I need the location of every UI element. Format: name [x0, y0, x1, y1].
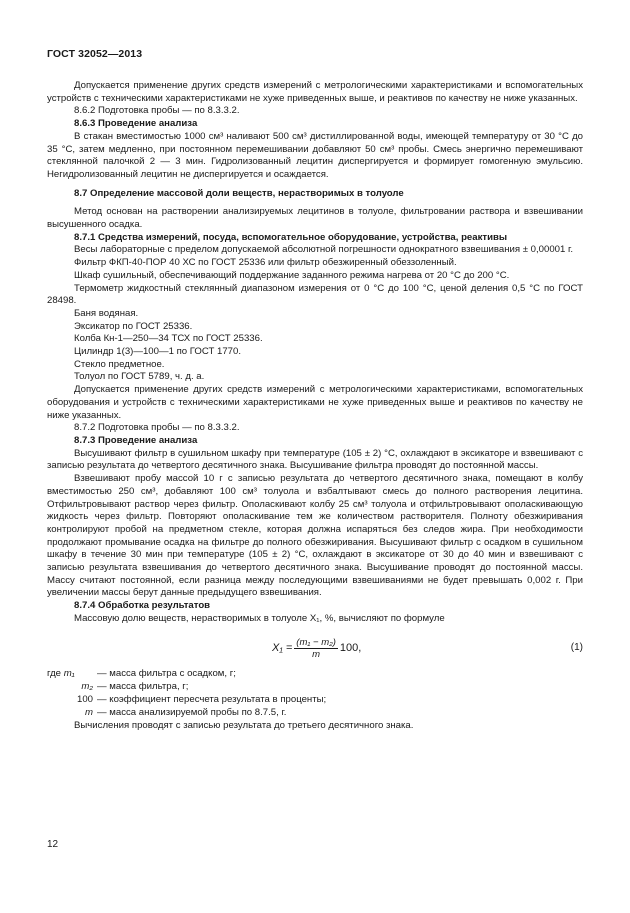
formula-rhs: 100, [339, 641, 362, 654]
section-8-7-heading: 8.7 Определение массовой доли веществ, нерастворимых в толуоле [74, 187, 404, 199]
section-8-7-2: 8.7.2 Подготовка пробы — по 8.3.3.2. [74, 422, 240, 434]
paragraph-final: Вычисления проводят с записью результата до третьего десятичного знака. [74, 719, 414, 731]
section-8-7-3-heading: 8.7.3 Проведение анализа [74, 434, 198, 446]
where-row [47, 707, 583, 720]
paragraph: В стакан вместимостью 1000 см³ наливают 500 см³ дистиллированной воды, имеющей температуру от 30 °С до 35 °С, затем медленно, при постоянном перемешивании добавляют 50 см³ пробы. Смесь энергично перемешивают стеклянной палочкой 2 — 3 мин. Гидролизованный лецитин диспергируется и формирует гомогенную эмульсию. Негидролизованный лецитин не диспергируется и осаждается. [47, 130, 583, 180]
where-symbol: 100 [76, 693, 93, 705]
equipment-item: Термометр жидкостный стеклянный диапазоном измерения от 0 °С до 100 °С, ценой деления 0,5 °С по ГОСТ 28498. [47, 282, 583, 307]
formula-fraction [294, 637, 338, 660]
equipment-item: Весы лабораторные с пределом допускаемой абсолютной погрешности однократного взвешивания ± 0,00001 г. [74, 244, 573, 256]
section-8-7-4-heading: 8.7.4 Обработка результатов [74, 600, 211, 612]
formula-1 [47, 634, 583, 664]
page-header: ГОСТ 32052—2013 [47, 48, 143, 60]
where-variable: m₁ [63, 667, 75, 679]
formula-numerator: (m₁ − m₂) [296, 636, 336, 648]
where-symbol: m [85, 706, 93, 718]
page-number: 12 [47, 839, 59, 850]
where-row [47, 681, 583, 694]
section-8-6-3-heading: 8.6.3 Проведение анализа [74, 118, 198, 130]
where-text: — коэффициент пересчета результата в проценты; [97, 693, 327, 705]
where-prefix: где [47, 667, 62, 679]
equipment-item: Баня водяная. [74, 307, 139, 319]
where-text: — масса фильтра с осадком, г; [97, 667, 236, 679]
where-row [47, 668, 583, 681]
where-text: — масса фильтра, г; [97, 680, 189, 692]
where-text: — масса анализируемой пробы по 8.7.5, г. [97, 706, 287, 718]
paragraph: Массовую долю веществ, нерастворимых в толуоле X₁, %, вычисляют по формуле [74, 612, 445, 624]
equation-number: (1) [570, 641, 583, 653]
equipment-item: Эксикатор по ГОСТ 25336. [74, 320, 193, 332]
equipment-item: Стекло предметное. [74, 358, 165, 370]
equipment-item: Толуол по ГОСТ 5789, ч. д. а. [74, 371, 205, 383]
equipment-item: Колба Кн-1—250—34 ТСХ по ГОСТ 25336. [74, 333, 263, 345]
paragraph: Взвешивают пробу массой 10 г с записью результата до четвертого десятичного знака, помещают в колбу вместимостью 250 см³, добавляют 100 см³ толуола и взбалтывают смесь до полного растворения лецитина. Отфильтровывают раствор через фильтр. Ополаскивают колбу 25 см³ толуола и отфильтровывают ополаскивающую жидкость через фильтр. Повторяют ополаскивание тем же количеством растворителя. Полноту обезжиривания контролируют пробой на предметном стекле, которая должна испаряться без следов жира. При необходимости продолжают промывание осадка на фильтре до полного обезжиривания. Высушивают фильтр с осадком в сушильном шкафу в течение 30 мин при температуре (105 ± 2) °С, охлаждают в эксикаторе от 30 до 40 мин и взвешивают с записью результата взвешивания до четвертого десятичного знака. Высушивание проводят до постоянной массы. Массу считают постоянной, если разница между последующими взвешиваниями не будет превышать 0,002 г. При увеличении массы берут данные предыдущего взвешивания. [47, 473, 583, 599]
section-8-6-2: 8.6.2 Подготовка пробы — по 8.3.3.2. [74, 105, 240, 117]
where-row [47, 694, 583, 707]
equipment-item: Шкаф сушильный, обеспечивающий поддержание заданного режима нагрева от 20 °С до 200 °С. [74, 269, 510, 281]
paragraph: Метод основан на растворении анализируемых лецитинов в толуоле, фильтровании раствора и взвешивании высушенного осадка. [47, 206, 583, 231]
paragraph: Высушивают фильтр в сушильном шкафу при температуре (105 ± 2) °С, охлаждают в эксикаторе и взвешивают с записью результата до четвертого десятичного знака. Высушивание фильтра проводят до постоянной массы. [47, 447, 583, 472]
equipment-item: Фильтр ФКП-40-ПОР 40 ХС по ГОСТ 25336 или фильтр обезжиренный обеззоленный. [74, 257, 457, 269]
formula-expression [272, 637, 361, 660]
equipment-item: Цилиндр 1(3)—100—1 по ГОСТ 1770. [74, 346, 242, 358]
where-symbol [47, 668, 75, 681]
paragraph: Допускается применение других средств измерений с метрологическими характеристиками, вспомогательных оборудования и устройств с техническими характеристиками не хуже приведенных выше и реактивов по качеству не ниже указанных. [47, 384, 583, 421]
section-8-7-1-heading: 8.7.1 Средства измерений, посуда, вспомогательное оборудование, устройства, реактивы [74, 231, 508, 243]
paragraph: Допускается применение других средств измерений с метрологическими характеристиками и вспомогательных устройств с техническими характеристиками не хуже приведенных выше, и реактивов по качеству не ниже указанных. [47, 80, 583, 104]
formula-lhs: X₁ = [272, 641, 293, 654]
document-body [47, 80, 583, 732]
formula-denominator: m [312, 648, 321, 660]
where-symbol: m₂ [81, 680, 93, 692]
